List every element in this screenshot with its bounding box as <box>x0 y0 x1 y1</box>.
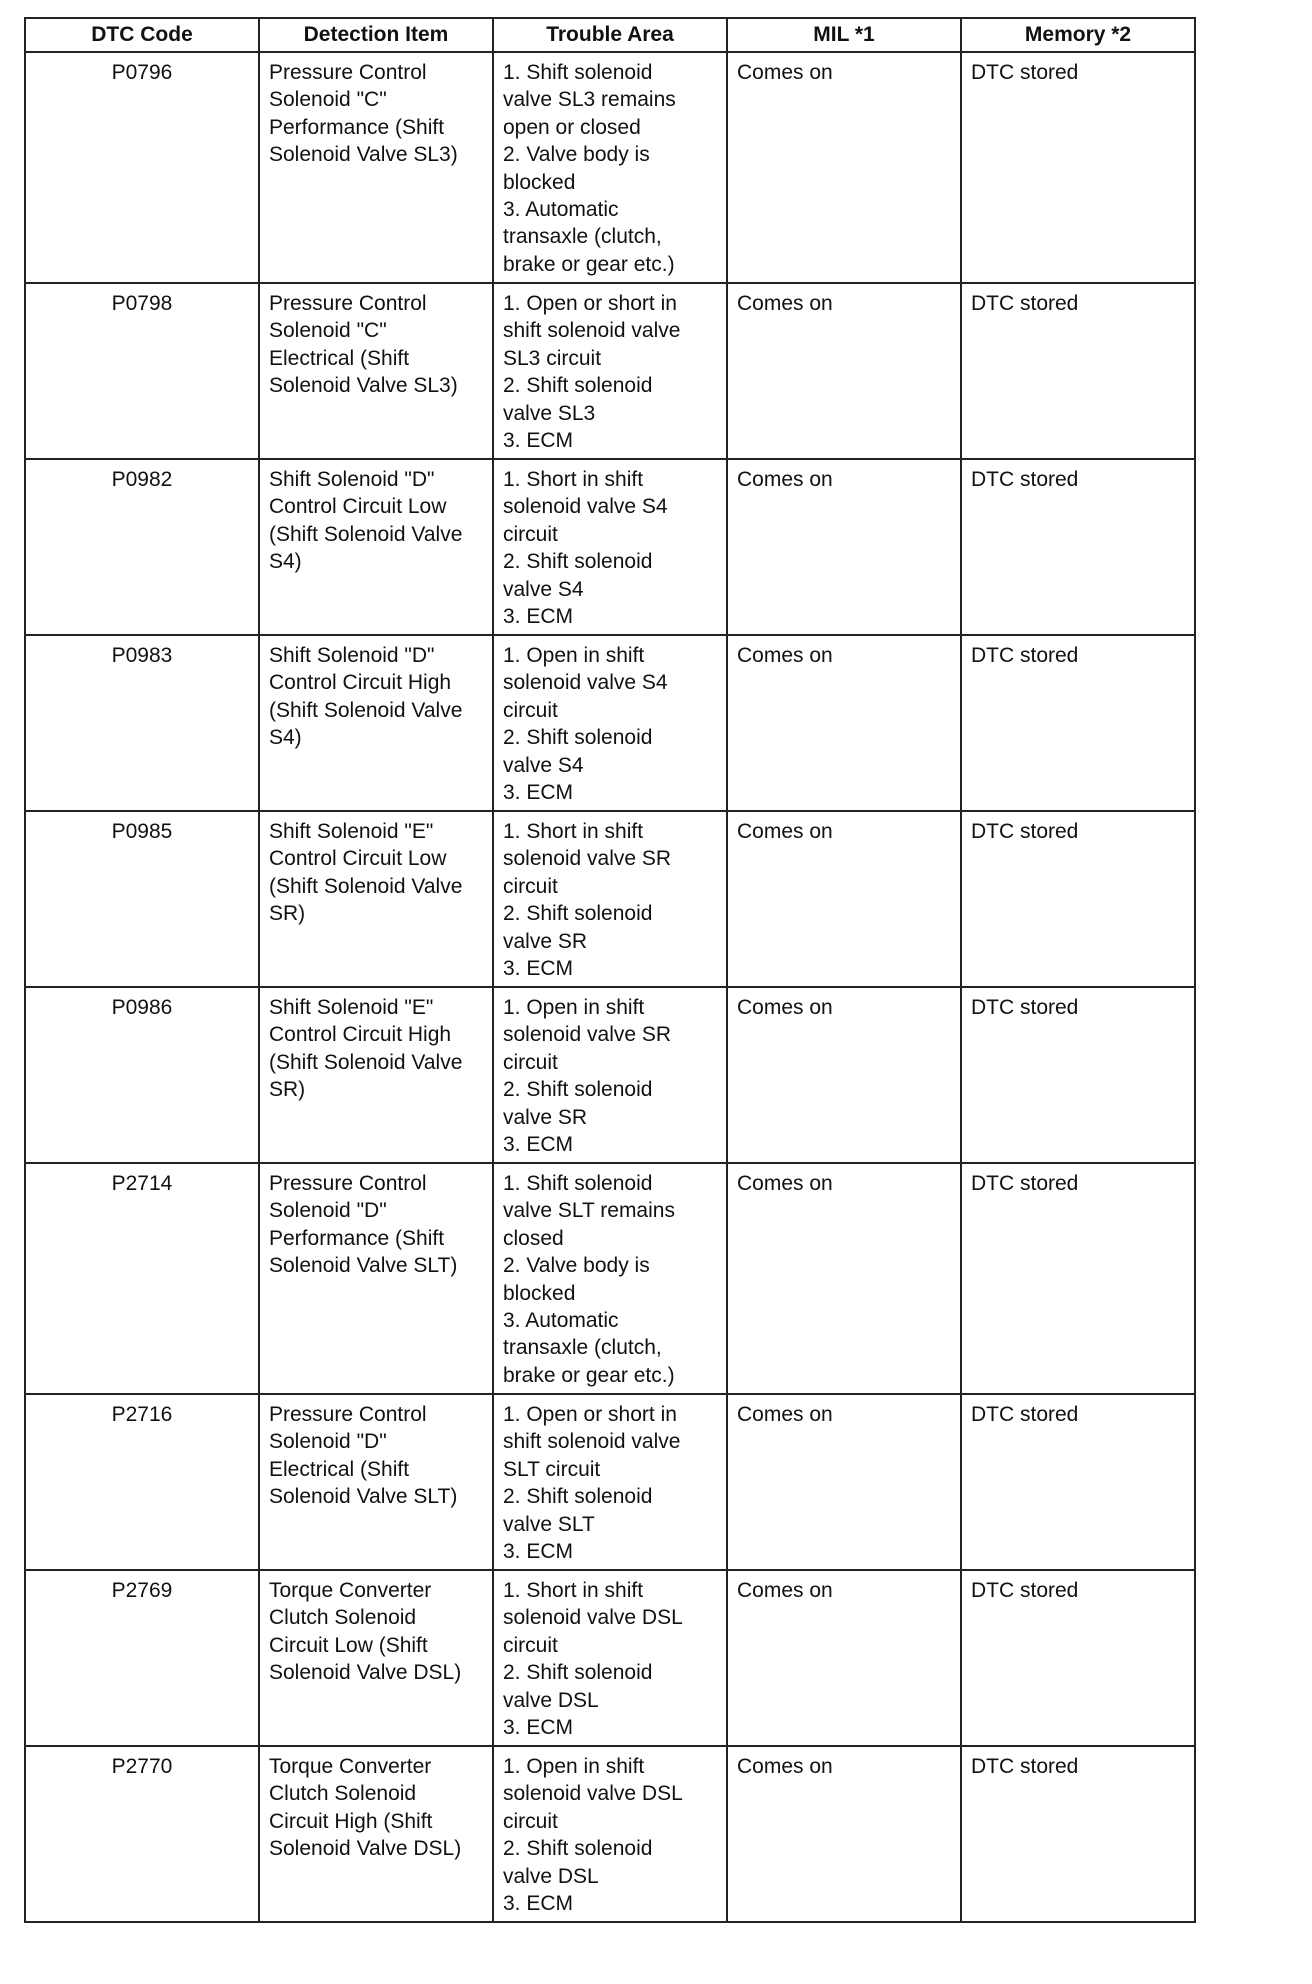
mil-cell: Comes on <box>727 283 961 459</box>
table-row <box>25 459 1195 635</box>
table-row <box>25 283 1195 459</box>
trouble-area-cell <box>493 987 727 1163</box>
trouble-area-text: 1. Open in shift solenoid valve S4 circuit 2. Shift solenoid valve S4 3. ECM <box>503 644 668 805</box>
trouble-area-cell <box>493 635 727 811</box>
mil-cell: Comes on <box>727 1570 961 1746</box>
mil-cell: Comes on <box>727 635 961 811</box>
detection-item-text: Torque Converter Clutch Solenoid Circuit Low (Shift Solenoid Valve DSL) <box>269 1579 462 1685</box>
dtc-code-cell: P0983 <box>25 635 259 811</box>
trouble-area-text: 1. Open or short in shift solenoid valve SL3 circuit 2. Shift solenoid valve SL3 3. ECM <box>503 292 681 453</box>
detection-item-cell <box>259 1570 493 1746</box>
trouble-area-text: 1. Short in shift solenoid valve DSL circuit 2. Shift solenoid valve DSL 3. ECM <box>503 1579 683 1740</box>
detection-item-text: Pressure Control Solenoid "C" Performance (Shift Solenoid Valve SL3) <box>269 61 458 167</box>
detection-item-text: Shift Solenoid "E" Control Circuit Low (Shift Solenoid Valve SR) <box>269 820 463 926</box>
dtc-code-cell: P0986 <box>25 987 259 1163</box>
memory-cell: DTC stored <box>961 52 1195 283</box>
dtc-table <box>24 17 1196 1923</box>
dtc-code-cell: P2770 <box>25 1746 259 1922</box>
table-row <box>25 1163 1195 1394</box>
header-mil: MIL *1 <box>727 18 961 52</box>
mil-cell: Comes on <box>727 987 961 1163</box>
trouble-area-cell <box>493 283 727 459</box>
detection-item-cell <box>259 459 493 635</box>
memory-cell: DTC stored <box>961 1163 1195 1394</box>
detection-item-text: Pressure Control Solenoid "C" Electrical (Shift Solenoid Valve SL3) <box>269 292 458 398</box>
detection-item-cell <box>259 1163 493 1394</box>
detection-item-cell <box>259 283 493 459</box>
mil-cell: Comes on <box>727 811 961 987</box>
table-row <box>25 1570 1195 1746</box>
memory-cell: DTC stored <box>961 1570 1195 1746</box>
trouble-area-text: 1. Open in shift solenoid valve SR circuit 2. Shift solenoid valve SR 3. ECM <box>503 996 672 1157</box>
dtc-code-cell: P0798 <box>25 283 259 459</box>
trouble-area-cell <box>493 52 727 283</box>
trouble-area-text: 1. Shift solenoid valve SLT remains closed 2. Valve body is blocked 3. Automatic transaxle (clutch, brake or gear etc.) <box>503 1172 675 1387</box>
memory-cell: DTC stored <box>961 1394 1195 1570</box>
memory-cell: DTC stored <box>961 1746 1195 1922</box>
detection-item-text: Pressure Control Solenoid "D" Performance (Shift Solenoid Valve SLT) <box>269 1172 458 1278</box>
trouble-area-text: 1. Open or short in shift solenoid valve SLT circuit 2. Shift solenoid valve SLT 3. ECM <box>503 1403 681 1564</box>
detection-item-cell <box>259 1746 493 1922</box>
trouble-area-cell <box>493 811 727 987</box>
mil-cell: Comes on <box>727 52 961 283</box>
dtc-code-cell: P2769 <box>25 1570 259 1746</box>
detection-item-cell <box>259 811 493 987</box>
trouble-area-cell <box>493 1570 727 1746</box>
trouble-area-cell <box>493 459 727 635</box>
header-trouble-area: Trouble Area <box>493 18 727 52</box>
detection-item-text: Pressure Control Solenoid "D" Electrical (Shift Solenoid Valve SLT) <box>269 1403 458 1509</box>
header-dtc-code: DTC Code <box>25 18 259 52</box>
trouble-area-text: 1. Short in shift solenoid valve S4 circuit 2. Shift solenoid valve S4 3. ECM <box>503 468 668 629</box>
detection-item-cell <box>259 987 493 1163</box>
trouble-area-cell <box>493 1746 727 1922</box>
dtc-code-cell: P2716 <box>25 1394 259 1570</box>
mil-cell: Comes on <box>727 1163 961 1394</box>
trouble-area-text: 1. Short in shift solenoid valve SR circuit 2. Shift solenoid valve SR 3. ECM <box>503 820 672 981</box>
table-row <box>25 987 1195 1163</box>
dtc-code-cell: P2714 <box>25 1163 259 1394</box>
table-row <box>25 811 1195 987</box>
detection-item-cell <box>259 1394 493 1570</box>
table-row <box>25 1746 1195 1922</box>
trouble-area-text: 1. Shift solenoid valve SL3 remains open or closed 2. Valve body is blocked 3. Automatic transaxle (clutch, brake or gear etc.) <box>503 61 676 276</box>
detection-item-cell <box>259 52 493 283</box>
detection-item-cell <box>259 635 493 811</box>
table-row <box>25 635 1195 811</box>
memory-cell: DTC stored <box>961 459 1195 635</box>
mil-cell: Comes on <box>727 459 961 635</box>
trouble-area-cell <box>493 1394 727 1570</box>
dtc-code-cell: P0982 <box>25 459 259 635</box>
memory-cell: DTC stored <box>961 811 1195 987</box>
dtc-code-cell: P0985 <box>25 811 259 987</box>
dtc-code-cell: P0796 <box>25 52 259 283</box>
memory-cell: DTC stored <box>961 635 1195 811</box>
table-row <box>25 1394 1195 1570</box>
table-row <box>25 52 1195 283</box>
mil-cell: Comes on <box>727 1746 961 1922</box>
memory-cell: DTC stored <box>961 283 1195 459</box>
trouble-area-text: 1. Open in shift solenoid valve DSL circuit 2. Shift solenoid valve DSL 3. ECM <box>503 1755 683 1916</box>
header-memory: Memory *2 <box>961 18 1195 52</box>
detection-item-text: Shift Solenoid "D" Control Circuit Low (Shift Solenoid Valve S4) <box>269 468 463 574</box>
mil-cell: Comes on <box>727 1394 961 1570</box>
header-row <box>25 18 1195 52</box>
detection-item-text: Torque Converter Clutch Solenoid Circuit High (Shift Solenoid Valve DSL) <box>269 1755 462 1861</box>
trouble-area-cell <box>493 1163 727 1394</box>
detection-item-text: Shift Solenoid "E" Control Circuit High (Shift Solenoid Valve SR) <box>269 996 463 1102</box>
header-detection-item: Detection Item <box>259 18 493 52</box>
memory-cell: DTC stored <box>961 987 1195 1163</box>
detection-item-text: Shift Solenoid "D" Control Circuit High (Shift Solenoid Valve S4) <box>269 644 463 750</box>
